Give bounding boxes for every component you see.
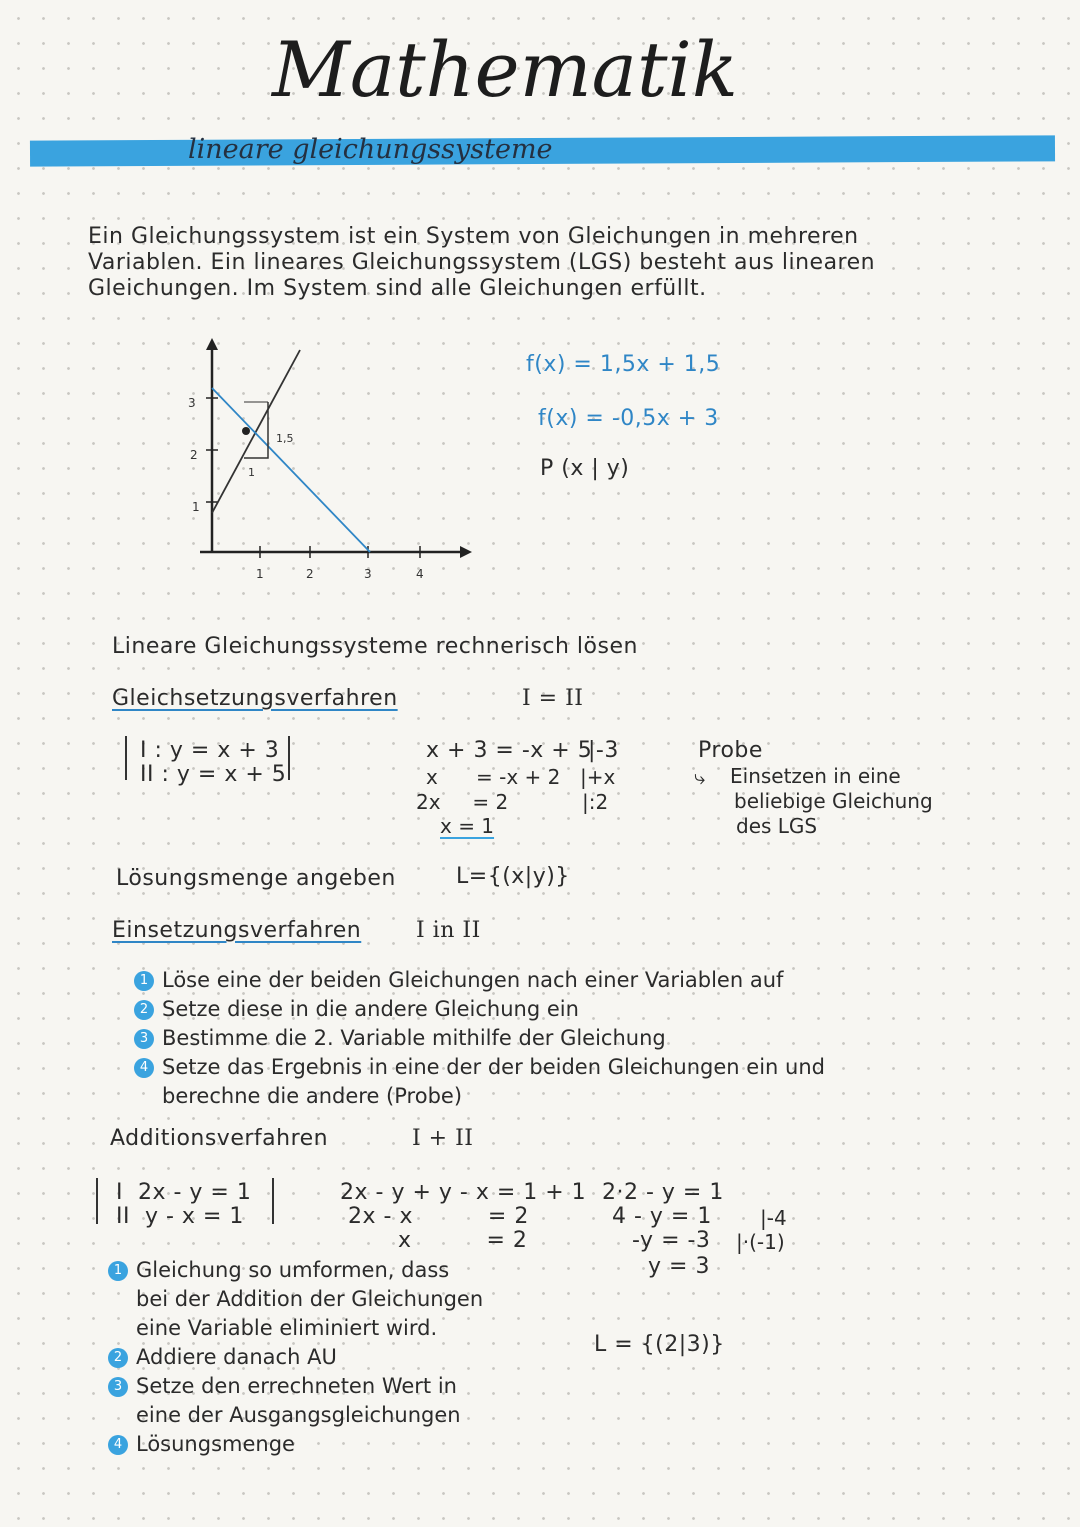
addition-right-1: 2·2 - y = 1 <box>602 1180 724 1205</box>
addition-calc-2: 2x - x = 2 <box>348 1204 529 1229</box>
step-number: 1 <box>134 971 154 991</box>
step-number: 2 <box>108 1348 128 1368</box>
system-bracket-left <box>125 736 127 780</box>
y-tick-label: 1 <box>192 500 200 514</box>
slope-run-label: 1 <box>248 466 255 479</box>
function-f2: f(x) = -0,5x + 3 <box>538 406 719 431</box>
x-axis-arrow <box>460 546 472 558</box>
addition-right-4: y = 3 <box>648 1254 710 1279</box>
einsetzung-heading: Einsetzungsverfahren <box>112 918 362 943</box>
list-item-continuation: berechne die andere (Probe) <box>162 1084 463 1108</box>
function-f1: f(x) = 1,5x + 1,5 <box>526 352 721 377</box>
solution-label: Lösungsmenge angeben <box>116 866 396 891</box>
addition-solution: L = {(2|3)} <box>594 1332 725 1357</box>
y-tick-label: 2 <box>190 448 198 462</box>
step-4: x = 1 <box>440 814 495 838</box>
step-3-op: |:2 <box>582 790 609 814</box>
page-subtitle: lineare gleichungssysteme <box>188 134 553 165</box>
x-tick-label: 3 <box>364 567 372 581</box>
addition-steps <box>108 1258 483 1461</box>
y-axis-arrow <box>206 338 218 350</box>
probe-line-2: beliebige Gleichung <box>734 789 933 813</box>
addition-rule: I + II <box>412 1126 474 1151</box>
x-tick-label: 1 <box>256 567 264 581</box>
slope-rise-label: 1,5 <box>276 432 294 445</box>
probe-arrow-icon: ⤷ <box>694 765 706 789</box>
point-label: P (x | y) <box>540 456 630 481</box>
intersection-point <box>242 427 250 435</box>
step-1: x + 3 = -x + 5 <box>426 738 593 763</box>
addition-right-2: 4 - y = 1 <box>612 1204 712 1229</box>
step-1-op: |-3 <box>588 738 619 763</box>
step-number: 1 <box>108 1261 128 1281</box>
addition-heading: Additionsverfahren <box>110 1126 329 1151</box>
list-item-continuation: bei der Addition der Gleichungen <box>136 1287 484 1311</box>
solution-set: L={(x|y)} <box>456 864 570 889</box>
addition-right-2-op: |-4 <box>760 1206 787 1230</box>
intro-line-3: Gleichungen. Im System sind alle Gleichungen erfüllt. <box>88 276 707 301</box>
function-graph <box>170 330 490 590</box>
step-3: 2x = 2 <box>416 790 509 814</box>
step-2: x = -x + 2 <box>426 765 561 789</box>
list-item-continuation: eine Variable eliminiert wird. <box>136 1316 438 1340</box>
equation-1: I : y = x + 3 <box>140 738 280 763</box>
equation-2: II : y = x + 5 <box>140 762 287 787</box>
step-number: 2 <box>134 1000 154 1020</box>
step-number: 3 <box>108 1377 128 1397</box>
intro-line-2: Variablen. Ein lineares Gleichungssystem (LGS) besteht aus linearen <box>88 250 876 275</box>
step-number: 4 <box>108 1435 128 1455</box>
system-bracket-right <box>288 736 290 780</box>
system-bracket-left <box>96 1178 98 1224</box>
einsetzung-rule: I in II <box>416 918 481 943</box>
x-tick-label: 2 <box>306 567 314 581</box>
probe-title: Probe <box>698 738 763 763</box>
addition-eq-1: I 2x - y = 1 <box>116 1180 252 1205</box>
x-tick-label: 4 <box>416 567 424 581</box>
addition-calc-3: x = 2 <box>398 1228 528 1253</box>
probe-line-3: des LGS <box>736 814 818 838</box>
addition-eq-2: II y - x = 1 <box>116 1204 244 1229</box>
list-item: 3 Setze den errechneten Wert in <box>108 1374 483 1398</box>
list-item: 3 Bestimme die 2. Variable mithilfe der Gleichung <box>134 1026 825 1050</box>
gleichsetzung-rule: I = II <box>522 686 584 711</box>
list-item-continuation: eine der Ausgangsgleichungen <box>136 1403 461 1427</box>
step-number: 3 <box>134 1029 154 1049</box>
list-item: 4 Lösungsmenge <box>108 1432 483 1456</box>
list-item: 4 Setze das Ergebnis in eine der der beiden Gleichungen ein und <box>134 1055 825 1079</box>
step-2-op: |+x <box>580 765 616 789</box>
addition-calc-1: 2x - y + y - x = 1 + 1 <box>340 1180 587 1205</box>
list-item: 2 Setze diese in die andere Gleichung ein <box>134 997 825 1021</box>
probe-line-1: Einsetzen in eine <box>730 764 901 788</box>
step-number: 4 <box>134 1058 154 1078</box>
einsetzung-steps <box>134 968 825 1113</box>
list-item: 1 Löse eine der beiden Gleichungen nach einer Variablen auf <box>134 968 825 992</box>
list-item: 2 Addiere danach AU <box>108 1345 483 1369</box>
y-tick-label: 3 <box>188 396 196 410</box>
intro-line-1: Ein Gleichungssystem ist ein System von Gleichungen in mehreren <box>88 224 859 249</box>
addition-right-3-op: |·(-1) <box>736 1230 785 1254</box>
section-title: Lineare Gleichungssysteme rechnerisch lösen <box>112 634 638 659</box>
system-bracket-right <box>272 1178 274 1224</box>
gleichsetzung-heading: Gleichsetzungsverfahren <box>112 686 398 711</box>
page-title: Mathematik <box>272 25 738 114</box>
addition-right-3: -y = -3 <box>632 1228 711 1253</box>
list-item: 1 Gleichung so umformen, dass <box>108 1258 483 1282</box>
